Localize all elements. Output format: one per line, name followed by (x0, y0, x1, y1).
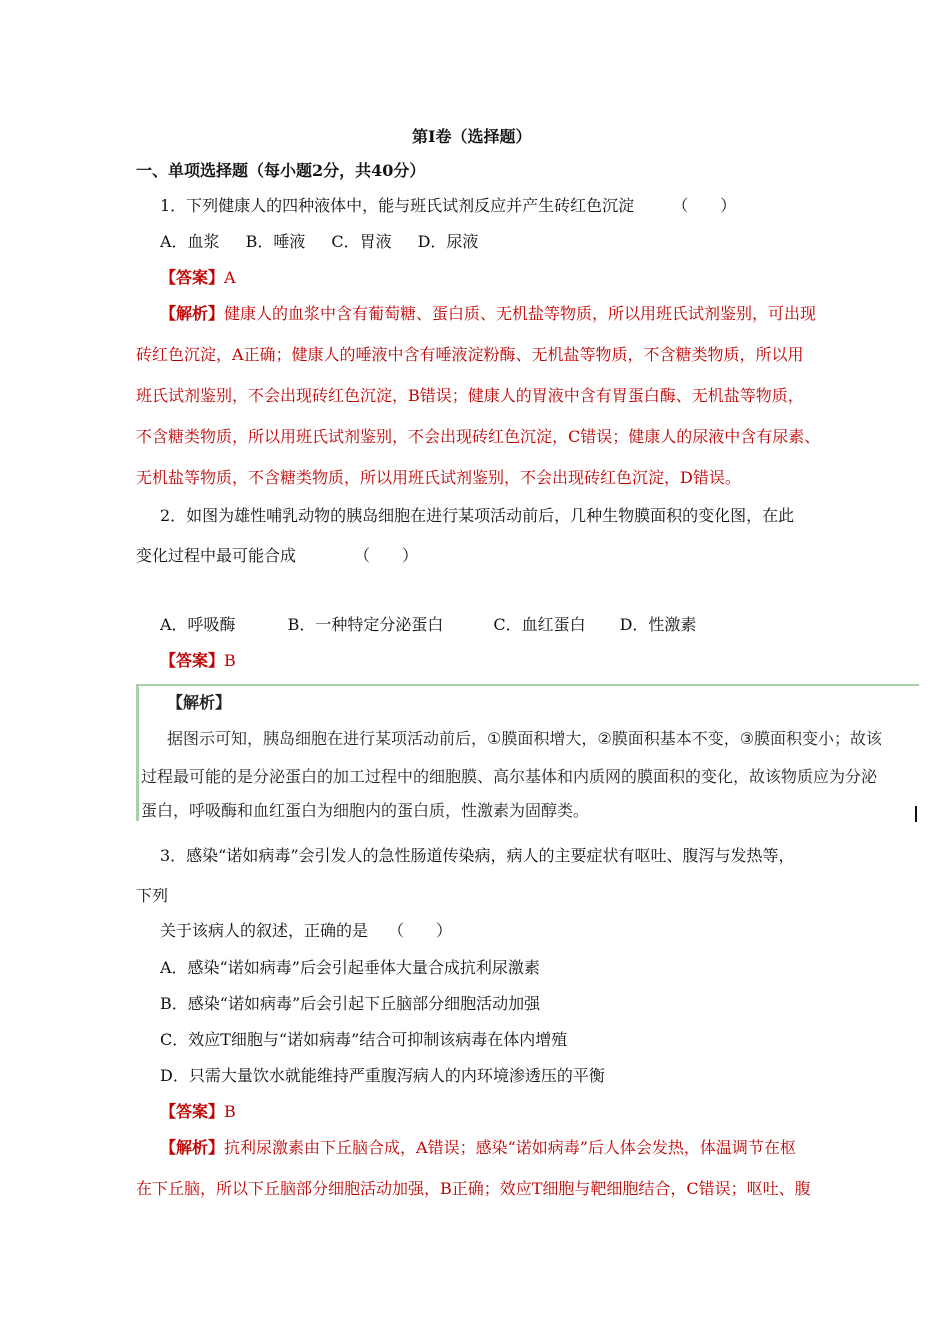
q3-analysis-text-1: 抗利尿激素由下丘脑合成，A错误；感染“诺如病毒”后人体会发热，体温调节在枢 (224, 1138, 796, 1157)
q1-option-a: A．血浆 (160, 232, 220, 251)
q2-options (160, 614, 696, 636)
q1-stem (160, 195, 736, 217)
q2-analysis-line-2: 过程最可能的是分泌蛋白的加工过程中的细胞膜、高尔基体和内质网的膜面积的变化，故该物质应为分泌 (141, 767, 878, 786)
q1-analysis-line-3: 班氏试剂鉴别，不会出现砖红色沉淀，B错误；健康人的胃液中含有胃蛋白酶、无机盐等物质， (136, 386, 804, 405)
q3-answer-tag: 【答案】 (160, 1102, 225, 1121)
q2-stem-line-1: 2．如图为雄性哺乳动物的胰岛细胞在进行某项活动前后，几种生物膜面积的变化图，在此 (160, 506, 795, 525)
q3-answer-value: B (224, 1102, 236, 1121)
q1-option-b: B．唾液 (245, 232, 306, 251)
text-cursor (915, 806, 917, 822)
q2-answer (160, 650, 236, 672)
q3-stem-text-3: 关于该病人的叙述，正确的是 (160, 921, 369, 940)
q2-answer-tag: 【答案】 (160, 651, 225, 670)
q2-stem-text-2: 变化过程中最可能合成 (136, 546, 297, 565)
section-heading: 一、单项选择题（每小题2分，共40分） (136, 161, 426, 180)
q2-answer-value: B (224, 651, 236, 670)
q2-bracket: （ ） (354, 546, 419, 565)
q1-analysis-tag: 【解析】 (160, 304, 225, 323)
q1-answer-value: A (224, 268, 236, 287)
q3-option-c: C．效应T细胞与“诺如病毒”结合可抑制该病毒在体内增殖 (160, 1030, 568, 1049)
q2-analysis-image (136, 684, 919, 821)
q1-option-c: C．胃液 (331, 232, 392, 251)
q2-analysis-line-3: 蛋白，呼吸酶和血红蛋白为细胞内的蛋白质，性激素为固醇类。 (141, 801, 590, 820)
q1-analysis-line-2: 砖红色沉淀，A正确；健康人的唾液中含有唾液淀粉酶、无机盐等物质，不含糖类物质，所以用 (136, 345, 804, 364)
q2-option-c: C．血红蛋白 (493, 615, 586, 634)
q2-analysis-line-1: 据图示可知，胰岛细胞在进行某项活动前后，①膜面积增大，②膜面积基本不变，③膜面积变小；故该 (167, 729, 883, 748)
q1-analysis-line-5: 无机盐等物质，不含糖类物质，所以用班氏试剂鉴别，不会出现砖红色沉淀，D错误。 (136, 468, 741, 487)
page-title: 第Ⅰ卷（选择题） (412, 127, 532, 146)
q3-stem-line-3 (160, 920, 452, 942)
q1-analysis-text-1: 健康人的血浆中含有葡萄糖、蛋白质、无机盐等物质，所以用班氏试剂鉴别，可出现 (224, 304, 817, 323)
q1-options (160, 231, 478, 253)
q3-bracket: （ ） (388, 921, 453, 940)
q2-option-d: D．性激素 (619, 615, 697, 634)
q2-option-a: A．呼吸酶 (160, 615, 236, 634)
q3-option-b: B．感染“诺如病毒”后会引起下丘脑部分细胞活动加强 (160, 994, 541, 1013)
q2-option-b: B．一种特定分泌蛋白 (287, 615, 444, 634)
q3-stem-line-2: 下列 (136, 886, 169, 905)
q1-analysis-line-4: 不含糖类物质，所以用班氏试剂鉴别，不会出现砖红色沉淀，C错误；健康人的尿液中含有尿素、 (136, 427, 821, 446)
q3-analysis-line-1 (160, 1137, 796, 1159)
q3-option-d: D．只需大量饮水就能维持严重腹泻病人的内环境渗透压的平衡 (160, 1066, 605, 1085)
q1-bracket: （ ） (672, 196, 737, 215)
q3-stem-line-1: 3．感染“诺如病毒”会引发人的急性肠道传染病，病人的主要症状有呕吐、腹泻与发热等， (160, 846, 795, 865)
q1-stem-text: 1．下列健康人的四种液体中，能与班氏试剂反应并产生砖红色沉淀 (160, 196, 635, 215)
q1-option-d: D．尿液 (417, 232, 479, 251)
q1-answer-tag: 【答案】 (160, 268, 225, 287)
q3-option-a: A．感染“诺如病毒”后会引起垂体大量合成抗利尿激素 (160, 958, 540, 977)
q2-analysis-tag: 【解析】 (167, 693, 232, 712)
q3-analysis-line-2: 在下丘脑，所以下丘脑部分细胞活动加强，B正确；效应T细胞与靶细胞结合，C错误；呕吐、腹 (136, 1179, 811, 1198)
q3-answer (160, 1101, 236, 1123)
q2-stem-line-2 (136, 545, 418, 567)
q1-analysis-line-1 (160, 303, 816, 325)
q1-answer (160, 267, 236, 289)
q3-analysis-tag: 【解析】 (160, 1138, 225, 1157)
